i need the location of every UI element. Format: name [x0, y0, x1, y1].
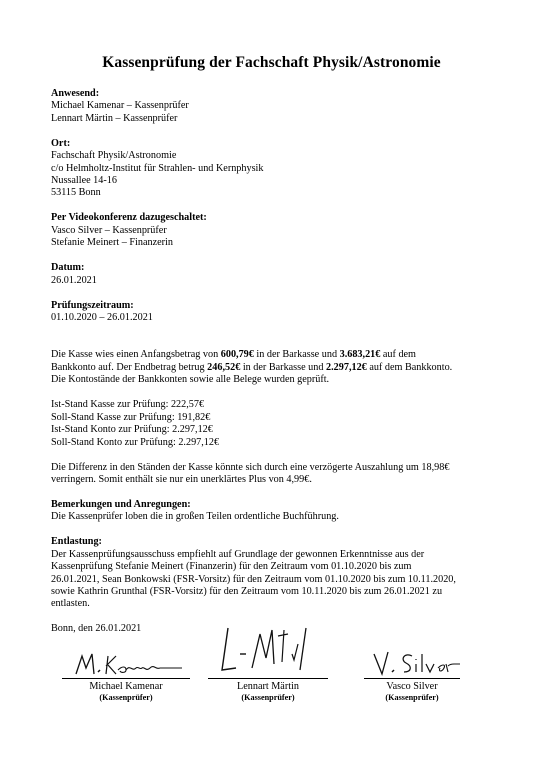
balance-line: Soll-Stand Kasse zur Prüfung: 191,82€ [51, 411, 211, 423]
discharge-line: Kassenprüfung Stefanie Meinert (Finanzerin) für den Zeitraum vom 01.10.2020 bis zum [51, 561, 412, 573]
location-section [51, 138, 499, 200]
period-heading: Prüfungszeitraum: [51, 299, 134, 311]
start-cash-amount: 600,79€ [220, 349, 254, 361]
discharge-line: sowie Kathrin Grunthal (FSR-Vorsitz) für den Zeitraum vom 10.11.2020 bis zum 26.01.2021 zu [51, 585, 443, 597]
signature-line [62, 678, 190, 679]
video-section [51, 212, 499, 249]
end-cash-amount: 246,52€ [207, 361, 241, 373]
difference-paragraph [51, 462, 499, 487]
handwritten-signature [66, 648, 186, 678]
location-line: 53115 Bonn [51, 187, 101, 199]
location-line: Fachschaft Physik/Astronomie [51, 150, 177, 162]
location-line: c/o Helmholtz-Institut für Strahlen- und Kernphysik [51, 162, 264, 174]
signature-block [198, 624, 338, 702]
signatory-role: (Kassenprüfer) [241, 693, 295, 702]
end-bank-amount: 2.297,12€ [326, 361, 367, 373]
summary-text: in der Barkasse und [240, 361, 327, 373]
balances-list [51, 399, 499, 449]
period-value: 01.10.2020 – 26.01.2021 [51, 312, 153, 324]
balance-line: Ist-Stand Kasse zur Prüfung: 222,57€ [51, 399, 205, 411]
signature-block [342, 646, 482, 702]
discharge-line: Der Kassenprüfungsausschuss empfiehlt auf Grundlage der gewonnen Erkenntnisse aus der [51, 548, 425, 560]
video-heading: Per Videokonferenz dazugeschaltet: [51, 212, 207, 224]
summary-text: auf dem [380, 349, 416, 361]
summary-text: auf dem Bankkonto. [366, 361, 453, 373]
summary-line-2 [51, 362, 499, 374]
signatory-name: Vasco Silver [386, 681, 438, 692]
attendees-section [51, 88, 499, 125]
handwritten-signature [352, 646, 472, 678]
attendees-heading: Anwesend: [51, 88, 100, 99]
discharge-section [51, 536, 499, 610]
balance-line: Soll-Stand Konto zur Prüfung: 2.297,12€ [51, 436, 220, 448]
start-bank-amount: 3.683,21€ [339, 349, 381, 361]
attendee-line: Lennart Märtin – Kassenprüfer [51, 112, 178, 124]
video-participant: Vasco Silver – Kassenprüfer [51, 224, 167, 236]
document-body [51, 88, 499, 648]
handwritten-signature [208, 624, 328, 678]
summary-line-1 [51, 349, 499, 361]
location-heading: Ort: [51, 137, 71, 149]
signature-line [364, 678, 460, 679]
signatory-role: (Kassenprüfer) [99, 693, 153, 702]
date-heading: Datum: [51, 262, 85, 274]
location-line: Nussallee 14-16 [51, 175, 117, 187]
discharge-line: entlasten. [51, 598, 90, 610]
signatory-name: Lennart Märtin [237, 681, 299, 692]
signature-block [56, 648, 196, 702]
date-value: 26.01.2021 [51, 274, 97, 286]
document-title: Kassenprüfung der Fachschaft Physik/Astronomie [102, 54, 441, 71]
difference-line: Die Differenz in den Ständen der Kasse könnte sich durch eine verzögerte Auszahlung um 18,98€ [51, 461, 450, 473]
difference-line: verringern. Somit enthält sie nur ein unerklärtes Plus von 4,99€. [51, 473, 312, 485]
remarks-heading: Bemerkungen und Anregungen: [51, 498, 191, 510]
attendee-line: Michael Kamenar – Kassenprüfer [51, 100, 189, 112]
signature-line [208, 678, 328, 679]
date-section [51, 262, 499, 287]
summary-line-3: Die Kontostände der Bankkonten sowie alle Belege wurden geprüft. [51, 374, 330, 386]
signatory-name: Michael Kamenar [89, 681, 163, 692]
balance-line: Ist-Stand Konto zur Prüfung: 2.297,12€ [51, 424, 213, 436]
summary-text: Bankkonto auf. Der Endbetrag betrug [51, 361, 208, 373]
place-date: Bonn, den 26.01.2021 [51, 623, 142, 635]
discharge-heading: Entlastung: [51, 536, 102, 548]
summary-text: in der Barkasse und [253, 349, 340, 361]
summary-paragraph [51, 349, 499, 386]
signatory-role: (Kassenprüfer) [385, 693, 439, 702]
video-participant: Stefanie Meinert – Finanzerin [51, 237, 173, 249]
remarks-section [51, 499, 499, 524]
remarks-text: Die Kassenprüfer loben die in großen Teilen ordentliche Buchführung. [51, 511, 339, 523]
discharge-line: 26.01.2021, Sean Bonkowski (FSR-Vorsitz) für den Zeitraum vom 01.10.2020 bis zum 10.11.2020, [51, 573, 456, 585]
signature-area [0, 624, 543, 724]
period-section [51, 300, 499, 325]
summary-text: Die Kasse wies einen Anfangsbetrag von [51, 349, 221, 361]
